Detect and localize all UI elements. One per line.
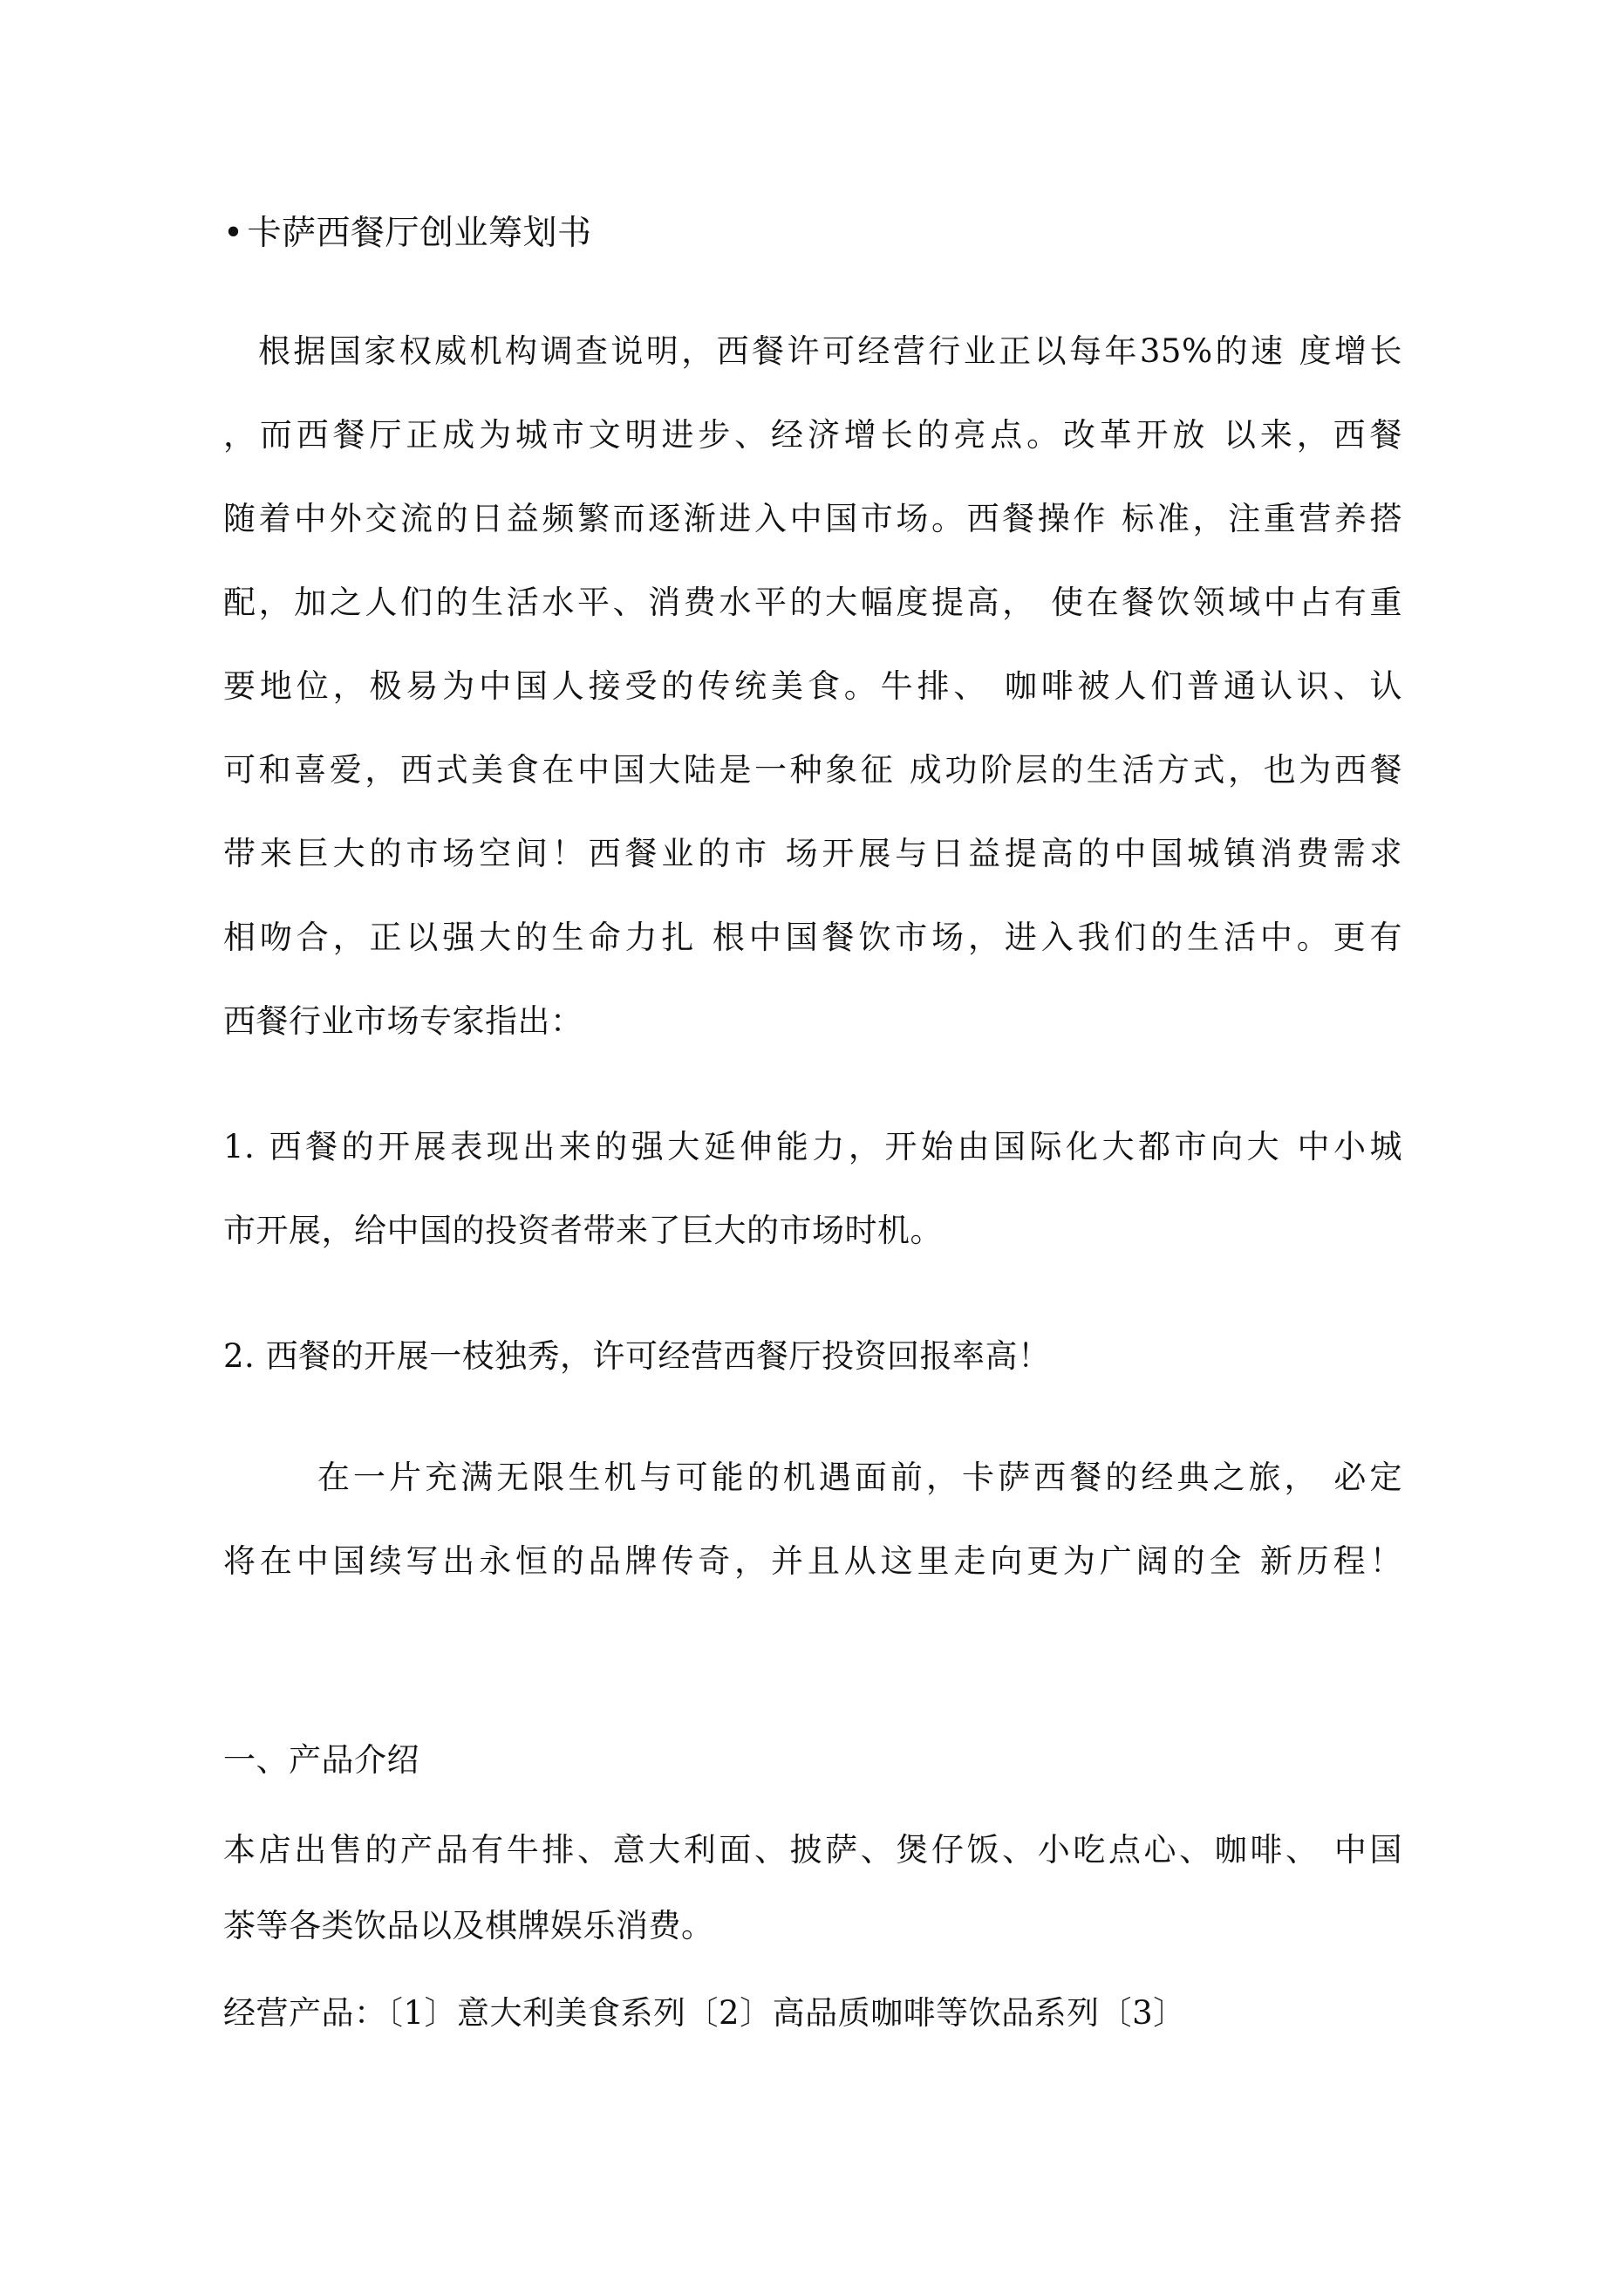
section-1-line: 茶等各类饮品以及棋牌娱乐消费。 [223, 1907, 714, 1944]
section-1-line: 本店出售的产品有牛排、意大利面、披萨、煲仔饭、小吃点心、咖啡、 中国 [223, 1831, 1402, 1869]
intro-line: 随着中外交流的日益频繁而逐渐进入中国市场。西餐操作 标准，注重营养搭 [223, 500, 1402, 537]
intro-line: 西餐行业市场专家指出： [223, 1002, 583, 1040]
intro-line: 相吻合，正以强大的生命力扎 根中国餐饮市场，进入我们的生活中。更有 [223, 919, 1402, 956]
closing-line: 将在中国续写出永恒的品牌传奇，并且从这里走向更为广阔的全 新历程！ [223, 1542, 1402, 1580]
intro-line: 可和喜爱，西式美食在中国大陆是一种象征 成功阶层的生活方式，也为西餐 [223, 751, 1402, 789]
intro-line: 根据国家权威机构调查说明，西餐许可经营行业正以每年35%的速 度增长 [258, 332, 1402, 370]
products-line: 经营产品：〔1〕意大利美食系列〔2〕高品质咖啡等饮品系列〔3〕 [223, 1994, 1186, 2032]
intro-line: 配，加之人们的生活水平、消费水平的大幅度提高， 使在餐饮领域中占有重 [223, 584, 1402, 621]
intro-line: 带来巨大的市场空间！西餐业的市 场开展与日益提高的中国城镇消费需求 [223, 835, 1402, 872]
title-text: 卡萨西餐厅创业筹划书 [247, 214, 592, 253]
title-bullet: • [223, 214, 244, 253]
intro-line: 要地位，极易为中国人接受的传统美食。牛排、 咖啡被人们普通认识、认 [223, 667, 1402, 705]
intro-line: ，而西餐厅正成为城市文明进步、经济增长的亮点。改革开放 以来，西餐 [223, 416, 1402, 454]
section-1-heading: 一、产品介绍 [223, 1741, 419, 1779]
point-2-line: 2. 西餐的开展一枝独秀，许可经营西餐厅投资回报率高！ [223, 1337, 1051, 1375]
point-1-line: 1. 西餐的开展表现出来的强大延伸能力，开始由国际化大都市向大 中小城 [223, 1128, 1402, 1165]
document-title [223, 212, 592, 256]
point-1-line: 市开展，给中国的投资者带来了巨大的市场时机。 [223, 1212, 943, 1249]
closing-line: 在一片充满无限生机与可能的机遇面前，卡萨西餐的经典之旅， 必定 [317, 1459, 1402, 1496]
